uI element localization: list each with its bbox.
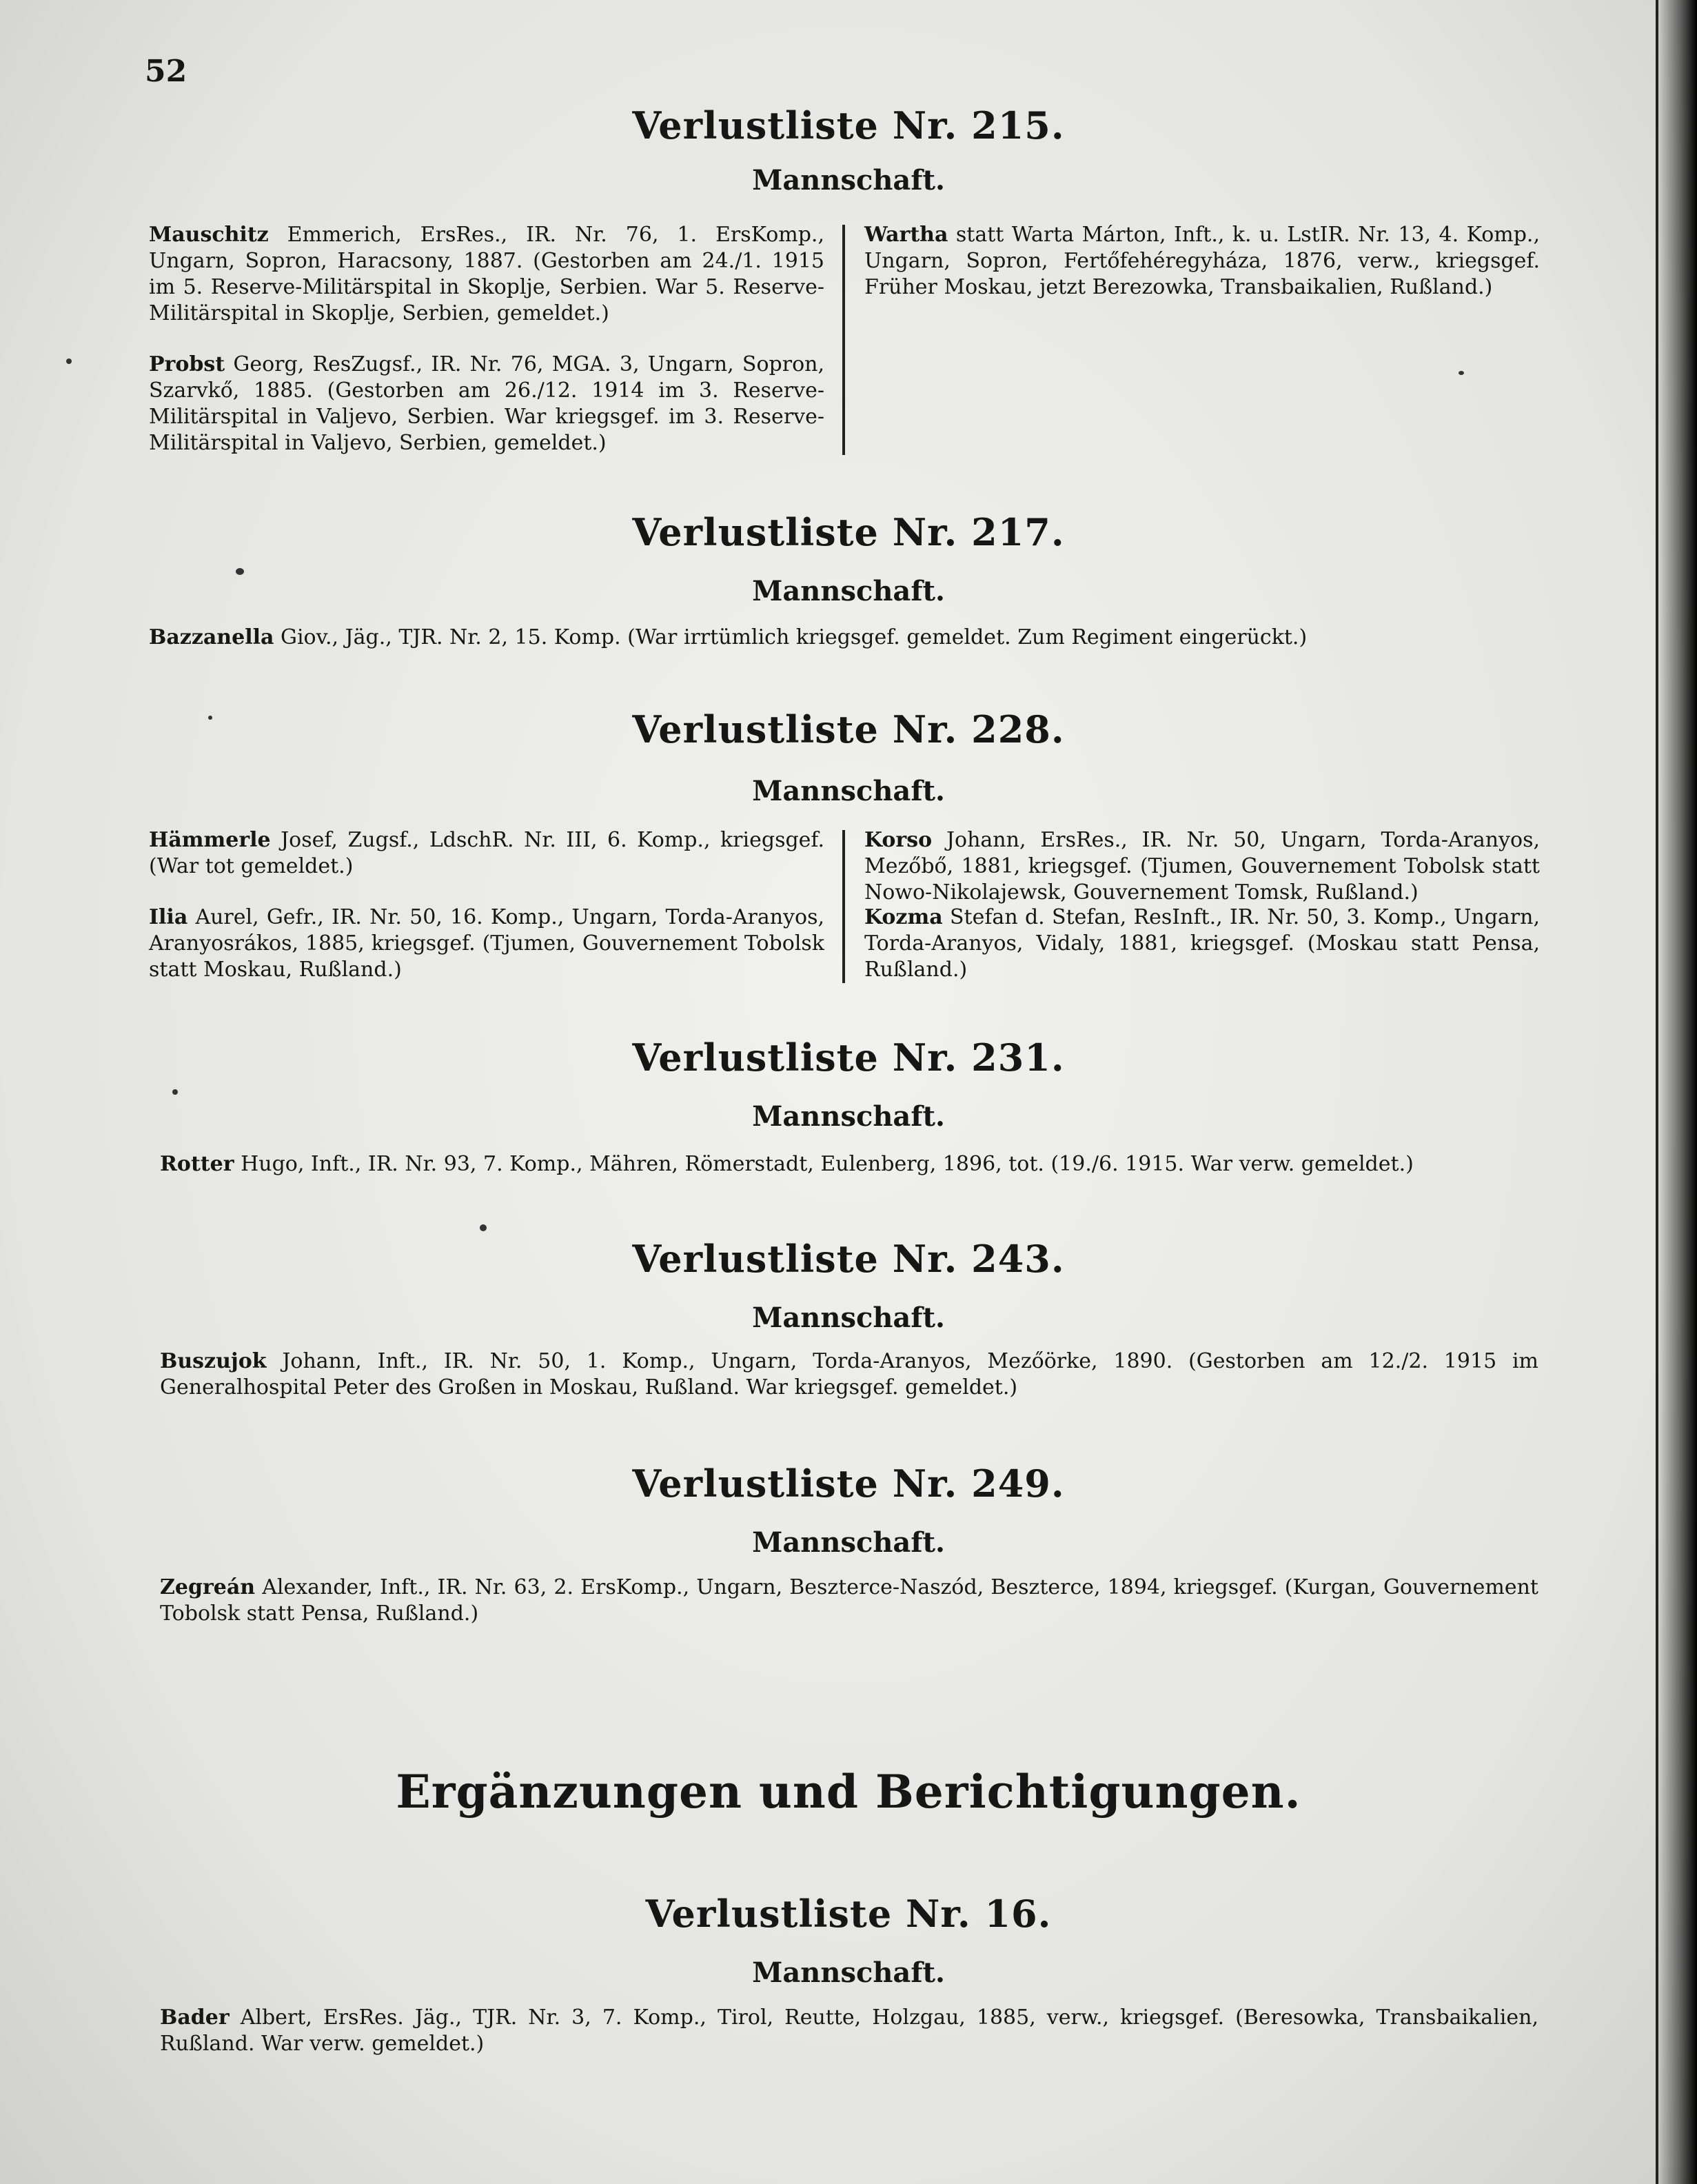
section-subtitle: Mannschaft. bbox=[752, 1526, 945, 1559]
entry-text: Georg, ResZugsf., IR. Nr. 76, MGA. 3, Ungarn, Sopron, Szarvkő, 1885. (Gestorben am 26./12. 1914 im 3. Reserve-Militärspital in Valjevo, Serbien. War kriegsgef. im 3. Reserve-Militärspital in Valjevo, Serbien, gemeldet.) bbox=[149, 352, 824, 455]
entry bbox=[149, 625, 1541, 651]
entry-name: Bader bbox=[160, 2005, 230, 2030]
scan-speck bbox=[208, 716, 212, 720]
page-edge-shadow bbox=[1656, 0, 1697, 2184]
entry bbox=[149, 352, 824, 456]
page-number: 52 bbox=[145, 54, 187, 89]
entry-name: Wartha bbox=[864, 223, 948, 247]
entry-name: Bazzanella bbox=[149, 625, 274, 649]
entry-name: Rotter bbox=[160, 1152, 234, 1176]
scan-speck bbox=[66, 358, 72, 364]
entry bbox=[864, 827, 1540, 906]
entry-text: Johann, Inft., IR. Nr. 50, 1. Komp., Ungarn, Torda-Aranyos, Mezőörke, 1890. (Gestorben am 12./2. 1915 im Generalhospital Peter des Großen in Moskau, Rußland. War kriegsgef. gemeldet.) bbox=[160, 1349, 1538, 1399]
column-divider bbox=[842, 225, 845, 455]
column-divider bbox=[842, 830, 845, 983]
scan-speck bbox=[1459, 371, 1464, 375]
entry-text: Emmerich, ErsRes., IR. Nr. 76, 1. ErsKomp., Ungarn, Sopron, Haracsony, 1887. (Gestorben am 24./1. 1915 im 5. Reserve-Militärspital in Skoplje, Serbien. War 5. Reserve-Militärspital in Skoplje, Serbien, gemeldet.) bbox=[149, 223, 824, 325]
section-subtitle: Mannschaft. bbox=[752, 1957, 945, 1989]
entry-text: Stefan d. Stefan, ResInft., IR. Nr. 50, 3. Komp., Ungarn, Torda-Aranyos, Vidaly, 1881, kriegsgef. (Moskau statt Pensa, Rußland.) bbox=[864, 905, 1540, 982]
entry-name: Mauschitz bbox=[149, 223, 269, 247]
scan-speck bbox=[480, 1224, 487, 1231]
section-subtitle: Mannschaft. bbox=[752, 1100, 945, 1133]
entry bbox=[160, 1151, 1538, 1177]
entry-text: Albert, ErsRes. Jäg., TJR. Nr. 3, 7. Komp., Tirol, Reutte, Holzgau, 1885, verw., kriegsgef. (Beresowka, Transbaikalien, Rußland. War verw. gemeldet.) bbox=[160, 2005, 1538, 2056]
section-subtitle: Mannschaft. bbox=[752, 1302, 945, 1334]
entry bbox=[149, 827, 824, 880]
section-title: Verlustliste Nr. 215. bbox=[632, 103, 1065, 148]
entry-text: Alexander, Inft., IR. Nr. 63, 2. ErsKomp., Ungarn, Beszterce-Naszód, Beszterce, 1894, kriegsgef. (Kurgan, Gouvernement Tobolsk statt Pensa, Rußland.) bbox=[160, 1575, 1538, 1626]
section-title: Verlustliste Nr. 231. bbox=[632, 1035, 1065, 1080]
entry-name: Ilia bbox=[149, 905, 188, 929]
section-title: Verlustliste Nr. 16. bbox=[645, 1892, 1052, 1936]
entry bbox=[864, 904, 1540, 983]
scan-speck bbox=[172, 1089, 178, 1095]
entry-text: Johann, ErsRes., IR. Nr. 50, Ungarn, Torda-Aranyos, Mezőbő, 1881, kriegsgef. (Tjumen, Gouvernement Tobolsk statt Nowo-Nikolajewsk, Gouvernement Tomsk, Rußland.) bbox=[864, 828, 1540, 904]
entry bbox=[149, 904, 824, 983]
section-title: Verlustliste Nr. 217. bbox=[632, 510, 1065, 554]
section-subtitle: Mannschaft. bbox=[752, 164, 945, 196]
supplement-title: Ergänzungen und Berichtigungen. bbox=[396, 1765, 1301, 1819]
section-subtitle: Mannschaft. bbox=[752, 775, 945, 807]
entry-name: Hämmerle bbox=[149, 828, 271, 852]
section-subtitle: Mannschaft. bbox=[752, 575, 945, 607]
entry-name: Buszujok bbox=[160, 1349, 267, 1373]
section-title: Verlustliste Nr. 243. bbox=[632, 1237, 1065, 1281]
entry-text: Aurel, Gefr., IR. Nr. 50, 16. Komp., Ungarn, Torda-Aranyos, Aranyosrákos, 1885, kriegsgef. (Tjumen, Gouvernement Tobolsk statt Moskau, Rußland.) bbox=[149, 905, 824, 982]
entry-text: Hugo, Inft., IR. Nr. 93, 7. Komp., Mähren, Römerstadt, Eulenberg, 1896, tot. (19./6. 1915. War verw. gemeldet.) bbox=[234, 1152, 1414, 1176]
scan-speck bbox=[236, 568, 244, 575]
entry-name: Zegreán bbox=[160, 1575, 256, 1599]
entry-text: statt Warta Márton, Inft., k. u. LstIR. Nr. 13, 4. Komp., Ungarn, Sopron, Fertőfehéregyháza, 1876, verw., kriegsgef. Früher Moskau, jetzt Berezowka, Transbaikalien, Rußland.) bbox=[864, 223, 1540, 299]
entry-text: Josef, Zugsf., LdschR. Nr. III, 6. Komp., kriegsgef. (War tot gemeldet.) bbox=[149, 828, 824, 878]
section-title: Verlustliste Nr. 228. bbox=[632, 707, 1065, 751]
entry bbox=[160, 1575, 1538, 1627]
entry-name: Korso bbox=[864, 828, 933, 852]
entry bbox=[160, 1348, 1538, 1401]
entry-name: Kozma bbox=[864, 905, 943, 929]
entry-text: Giov., Jäg., TJR. Nr. 2, 15. Komp. (War irrtümlich kriegsgef. gemeldet. Zum Regiment eingerückt.) bbox=[274, 625, 1308, 649]
section-title: Verlustliste Nr. 249. bbox=[632, 1462, 1065, 1506]
entry bbox=[160, 2005, 1538, 2057]
entry-name: Probst bbox=[149, 352, 225, 376]
entry bbox=[149, 222, 824, 327]
entry bbox=[864, 222, 1540, 301]
